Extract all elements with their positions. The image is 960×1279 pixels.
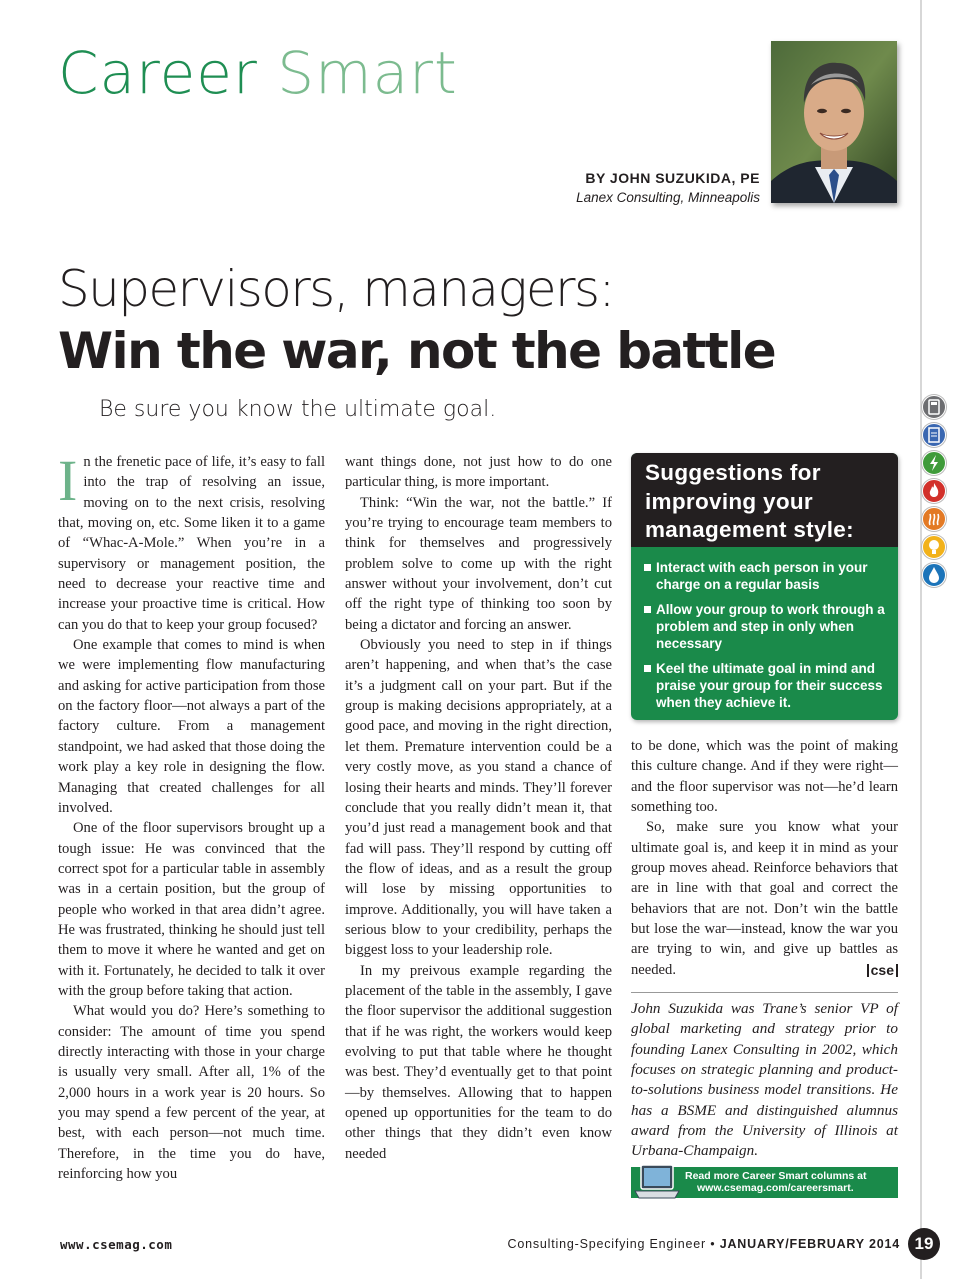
magazine-name: Consulting-Specifying Engineer [507,1237,706,1251]
author-bio: John Suzukida was Trane’s senior VP of global marketing and strategy prior to founding Lanex Consulting in 2002, which focuses on strategic planning and product-to-solutions business model transitions. He has a BSME and distinguished alumnus award from the University of Illinois at Urbana-Champaign. [631,1000,898,1160]
drop-cap: I [58,448,78,513]
lightbulb-icon [922,535,946,559]
paragraph: Obviously you need to step in if things aren’t happening, and when that’s the case it’s a judgment call on your part. But if the group is making decisions appropriately, at a good pace, and moving in the right direction, let them. Premature intervention could be a very costly move, as you stand a chance of losing their hearts and minds. They’ll forever conclude that you really didn’t mean it, that you’d just read a management book and that fad will pass. They’ll respond by cutting off the flow of ideas, and as a result the group will lose by missing opportunities to improve. Additionally, you will have taken a serious blow to your credibility, perhaps the biggest loss to your leadership role. [345,637,612,959]
footer-publication [508,1237,900,1251]
headline-line2: Win the war, not the battle [58,322,776,380]
document-icon [922,423,946,447]
deck-subtitle: Be sure you know the ultimate goal. [99,397,497,422]
sidebar-list-item: Keel the ultimate goal in mind and praise your group for their success when they achieve it. [643,660,886,711]
paragraph: What would you do? Here’s something to consider: The amount of time you spend directly interacting with those in your charge is usually very small. After all, 1% of the 2,000 hours in a work year is 20 hours. So you may spend a few percent of the year, at best, with each person—not much time. Therefore, in the time you do have, reinforcing how you [58,1003,325,1183]
author-portrait-image [771,41,897,203]
column-title-part1: Career [58,39,258,107]
read-more-link[interactable]: www.csemag.com/careersmart. [697,1182,854,1194]
bio-divider [631,992,898,993]
paragraph [631,817,898,980]
paragraph-text: So, make sure you know what your ultimate goal is, and keep it in mind as your group moves ahead. Reinforce behaviors that are in line with that goal and correct the behaviors that are not. Don’t win the battle but lose the war—instead, know the war you are trying to win, and give up battles as needed. [631,819,898,978]
heat-waves-icon [922,507,946,531]
author-name: BY JOHN SUZUKIDA, PE [585,170,760,186]
article-column-3 [631,736,898,980]
paragraph: to be done, which was the point of making this culture change. And if they were right—and the floor supervisor was not—he’d learn something too. [631,738,898,816]
column-title-part2: Smart [277,39,458,107]
read-more-text [685,1170,866,1194]
sidebar-title: Suggestions for improving your management style: [631,453,898,547]
paragraph: One of the floor supervisors brought up a tough issue: He was convinced that the correct spot for a particular table in assembly was in a certain position, but the group of people who worked in that area didn’t agree. He was frustrated, thinking he should just tell them to move it where he wanted and get on with it. Fortunately, he decided to talk it over with the group before taking that action. [58,820,325,999]
sidebar-list [631,547,898,711]
paragraph: In my preivous example regarding the placement of the table in the assembly, I gave the floor supervisor the additional suggestion that if he was right, the workers would keep evolving to put that table where he thought was best. They’d eventually get to that point—by themselves. Allowing that to happen opened up opportunities for the team to do other things that they didn’t even know needed [345,962,612,1162]
headline-line1: Supervisors, managers: [58,260,614,318]
cse-end-mark: cse [867,964,898,977]
article-column-2 [345,452,612,1164]
flame-icon [922,479,946,503]
issue-date: JANUARY/FEBRUARY 2014 [719,1237,900,1251]
byline [576,170,760,205]
column-title [58,39,458,107]
author-organization: Lanex Consulting, Minneapolis [576,190,760,205]
footer-separator: • [710,1237,716,1251]
calculator-icon [922,395,946,419]
sidebar-list-item: Allow your group to work through a problem and step in only when necessary [643,601,886,652]
read-more-line1: Read more Career Smart columns at [685,1170,867,1182]
water-drop-icon [922,563,946,587]
paragraph: One example that comes to mind is when we were implementing flow manufacturing and asking for active participation from those on the factory floor—not always a part of the factory culture. From a management standpoint, we had asked that those doing the work play a key role in designing the flow. Managing that created challenges for all involved. [58,637,325,816]
page-number: 19 [908,1228,940,1260]
laptop-icon [633,1163,681,1201]
paragraph [58,448,325,635]
suggestions-sidebar [631,453,898,720]
lightning-bolt-icon [922,451,946,475]
paragraph: Think: “Win the war, not the battle.” If you’re trying to encourage team members to think for themselves and progressively problem solve to come up with the right answer without your involvement, don’t cut off the right type of thinking too soon by being a dictator and forcing an answer. [345,494,612,633]
article-column-1 [58,448,325,1184]
headline [58,258,775,382]
read-more-banner[interactable] [631,1167,898,1198]
section-icon-rail [922,395,950,591]
sidebar-list-item: Interact with each person in your charge on a regular basis [643,559,886,593]
footer-website[interactable]: www.csemag.com [60,1237,173,1252]
author-photo [771,41,897,203]
paragraph-text: n the frenetic pace of life, it’s easy to fall into the trap of resolving an issue, moving on to the next crisis, resolving that, moving on, etc. Some liken it to a game of “Whac-A-Mole.” When you’re in a supervisory or management position, the need to decrease your reactive time and increase your proactive time is critical. How can you do that to keep your group focused? [58,454,325,633]
right-margin-rule [920,0,922,1279]
paragraph: want things done, not just how to do one particular thing, is more important. [345,454,612,491]
